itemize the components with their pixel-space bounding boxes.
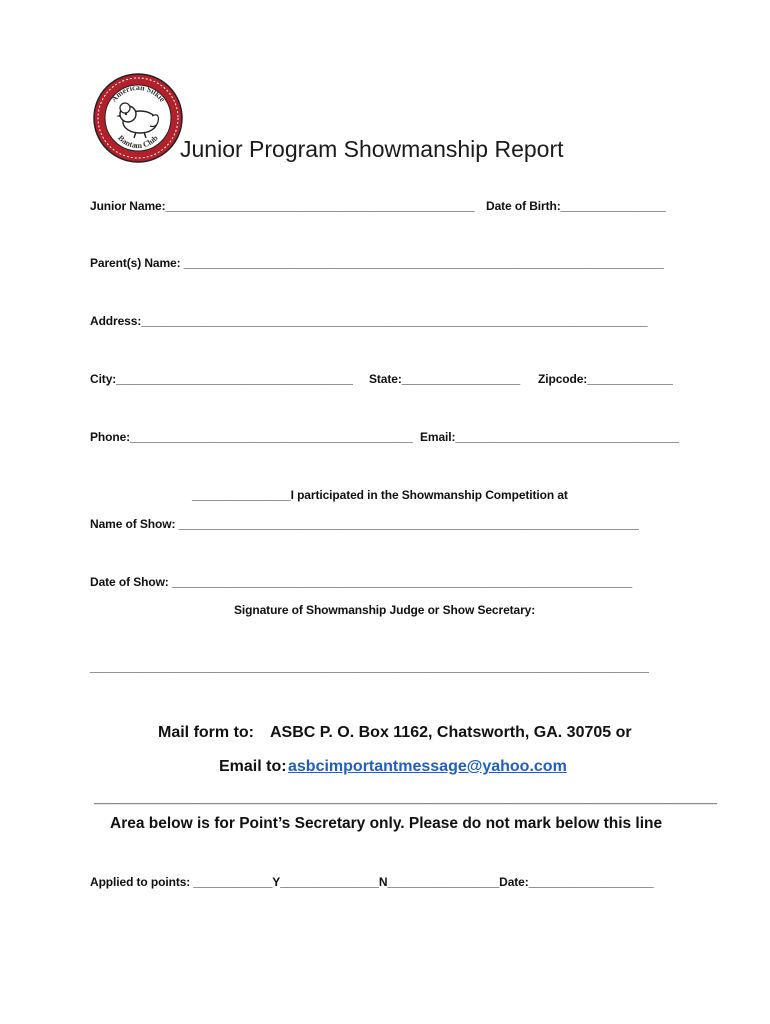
- junior-name-field[interactable]: Junior Name:_______________________________________________: [90, 199, 475, 213]
- signature-line[interactable]: _____________________________________________________________________________________: [90, 660, 649, 674]
- divider-line: ______________________________________________________________________: [94, 789, 717, 806]
- address-field[interactable]: Address:_____________________________________________________________________________: [90, 314, 648, 328]
- name-of-show-field[interactable]: Name of Show: ______________________________________________________________________: [90, 517, 639, 531]
- email-link[interactable]: asbcimportantmessage@yahoo.com: [288, 758, 567, 775]
- phone-field[interactable]: Phone:___________________________________________: [90, 430, 413, 444]
- applied-to-points-field[interactable]: Applied to points: ____________Y_______________N_________________Date:___________________: [90, 875, 654, 889]
- mail-address: ASBC P. O. Box 1162, Chatsworth, GA. 30705 or: [270, 724, 632, 741]
- secretary-note: Area below is for Point’s Secretary only. Please do not mark below this line: [110, 815, 663, 832]
- logo-text-bottom: Bantam Club: [116, 133, 160, 151]
- parents-name-field[interactable]: Parent(s) Name: _________________________________________________________________________: [90, 256, 664, 270]
- participation-statement[interactable]: _______________I participated in the Showmanship Competition at: [192, 488, 568, 502]
- date-of-show-field[interactable]: Date of Show: ______________________________________________________________________: [90, 575, 633, 589]
- page-title: Junior Program Showmanship Report: [180, 136, 564, 162]
- date-of-birth-field[interactable]: Date of Birth:________________: [486, 199, 666, 213]
- email-label: Email to:: [219, 758, 287, 775]
- state-field[interactable]: State:__________________: [369, 372, 521, 386]
- mail-label: Mail form to:: [158, 724, 254, 741]
- zipcode-field[interactable]: Zipcode:_____________: [538, 372, 673, 386]
- city-field[interactable]: City:____________________________________: [90, 372, 353, 386]
- email-field[interactable]: Email:__________________________________: [420, 430, 679, 444]
- logo-text-top: American Silkie: [109, 82, 167, 104]
- signature-label: Signature of Showmanship Judge or Show Secretary:: [234, 603, 536, 617]
- club-logo: [92, 72, 184, 164]
